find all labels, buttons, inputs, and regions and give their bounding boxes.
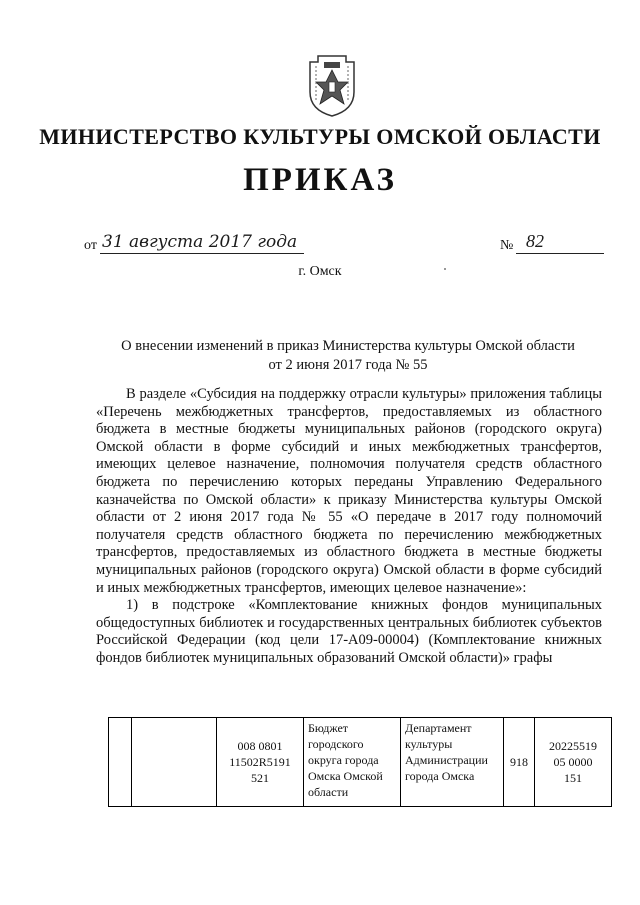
title-line-1: О внесении изменений в приказ Министерства культуры Омской области bbox=[121, 338, 575, 354]
dept-line: города Омска bbox=[405, 769, 475, 783]
kbk-line: 20225519 bbox=[549, 739, 597, 753]
ministry-name: МИНИСТЕРСТВО КУЛЬТУРЫ ОМСКОЙ ОБЛАСТИ bbox=[39, 124, 601, 149]
date-number-row bbox=[84, 231, 614, 260]
code-line: 008 0801 bbox=[237, 739, 283, 753]
budget-line: Бюджет bbox=[308, 721, 349, 735]
title-line-2: от 2 июня 2017 года № 55 bbox=[268, 357, 428, 373]
kbk-line: 05 0000 bbox=[553, 755, 593, 769]
table-cell-code bbox=[217, 718, 304, 807]
scan-speck bbox=[444, 268, 446, 270]
budget-line: городского bbox=[308, 737, 364, 751]
document-body bbox=[96, 386, 602, 668]
number-underline bbox=[516, 253, 604, 254]
number-prefix: № bbox=[500, 238, 514, 253]
budget-line: области bbox=[308, 785, 349, 799]
table-row bbox=[109, 718, 612, 807]
table-cell-code-918: 918 bbox=[504, 718, 535, 807]
document-type: ПРИКАЗ bbox=[243, 162, 397, 198]
body-paragraph-1: В разделе «Субсидия на поддержку отрасли культуры» приложения таблицы «Перечень межбюджетных трансфертов, предоставляемых из областного бюджета в местные бюджеты муниципальных районов (городского округа) Омской области в форме субсидий и иных межбюджетных трансфертов, имеющих целевое назначение, полномочия получателя средств областного бюджета по перечислению которых переданы Управлению Федерального казначейства по Омской области» к приказу Министерства культуры Омской области от 2 июня 2017 года № 55 «О передаче в 2017 году полномочий получателя средств областного бюджета по перечислению межбюджетных трансфертов, предоставляемых из областного бюджета в местные бюджеты муниципальных районов (городского округа) Омской области в форме субсидий и иных межбюджетных трансфертов, имеющих целевое назначение»: bbox=[96, 386, 602, 596]
budget-line: округа города bbox=[308, 753, 379, 767]
date-underline bbox=[100, 253, 304, 254]
table-cell-budget bbox=[304, 718, 401, 807]
body-paragraph-2: 1) в подстроке «Комплектование книжных фондов муниципальных общедоступных библиотек и государственных центральных библиотек субъектов Российской Федерации (код цели 17-А09-00004) (Комплектование книжных фондов библиотек муниципальных образований Омской области)» графы bbox=[96, 597, 602, 666]
handwritten-date: 31 августа 2017 года bbox=[102, 232, 298, 252]
document-title bbox=[100, 337, 596, 375]
table-cell-kbk bbox=[535, 718, 612, 807]
table-cell-empty-2 bbox=[132, 718, 217, 807]
kbk-line: 151 bbox=[564, 771, 582, 785]
code-line: 521 bbox=[251, 771, 269, 785]
dept-line: Администрации bbox=[405, 753, 488, 767]
columns-table bbox=[108, 717, 612, 807]
code-line: 11502R5191 bbox=[229, 755, 291, 769]
table-cell-department bbox=[401, 718, 504, 807]
dept-line: Департамент bbox=[405, 721, 472, 735]
city: г. Омск bbox=[298, 264, 342, 279]
handwritten-number: 82 bbox=[526, 231, 544, 251]
omsk-coat-of-arms-icon bbox=[304, 52, 360, 118]
budget-line: Омска Омской bbox=[308, 769, 383, 783]
dept-line: культуры bbox=[405, 737, 453, 751]
date-prefix: от bbox=[84, 238, 97, 253]
table-cell-empty-1 bbox=[109, 718, 132, 807]
